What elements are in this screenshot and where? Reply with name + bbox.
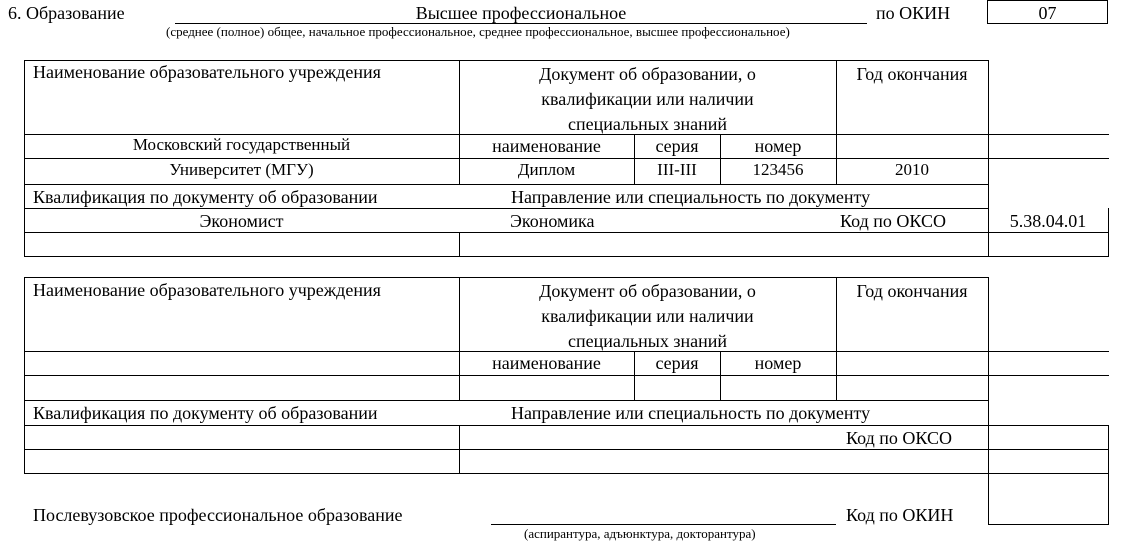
specialty-label-2: Направление или специальность по документу: [511, 403, 871, 423]
okin-label: по ОКИН: [876, 3, 951, 23]
postgrad-hint: (аспирантура, адъюнктура, докторантура): [524, 526, 756, 541]
institution-name-line1[interactable]: Московский государственный: [132, 135, 351, 154]
postgrad-okin-label: Код по ОКИН: [846, 505, 954, 525]
okso-label: Код по ОКСО: [840, 211, 946, 231]
sub-header-series: серия: [655, 136, 699, 156]
postgrad-field[interactable]: [491, 524, 836, 525]
specialty-field[interactable]: Экономика: [510, 211, 595, 231]
col-year-header-2: Год окончания: [856, 281, 968, 301]
col-institution-header: Наименование образовательного учреждения: [33, 62, 381, 82]
sub-header-name: наименование: [492, 136, 601, 156]
okin-code-value: 07: [1038, 3, 1057, 23]
document-number-field[interactable]: 123456: [752, 160, 804, 179]
document-name-field[interactable]: Диплом: [517, 160, 576, 179]
okso-label-2: Код по ОКСО: [846, 428, 952, 448]
col-document-header: Документ об образовании, о квалификации или наличии специальных знаний: [539, 64, 756, 134]
postgrad-label: Послевузовское профессиональное образование: [33, 505, 403, 525]
education-hint: (среднее (полное) общее, начальное профессиональное, среднее профессиональное, высшее профессиональное): [166, 24, 790, 39]
qualification-label: Квалификация по документу об образовании: [33, 187, 378, 207]
postgrad-okin-box[interactable]: [988, 524, 1109, 525]
sub-header-number-2: номер: [754, 353, 802, 373]
qualification-field[interactable]: Экономист: [199, 211, 284, 231]
sub-header-number: номер: [754, 136, 802, 156]
institution-name-line2[interactable]: Университет (МГУ): [169, 160, 314, 179]
col-document-header-2: Документ об образовании, о квалификации или наличии специальных знаний: [539, 281, 756, 351]
graduation-year-field[interactable]: 2010: [895, 160, 929, 179]
sub-header-series-2: серия: [655, 353, 699, 373]
okin-code-box[interactable]: [987, 0, 1108, 24]
education-label: 6. Образование: [8, 3, 125, 23]
col-institution-header-2: Наименование образовательного учреждения: [33, 280, 381, 300]
specialty-label: Направление или специальность по документу: [511, 187, 871, 207]
okso-code-field[interactable]: 5.38.04.01: [1009, 211, 1087, 231]
document-series-field[interactable]: III-III: [657, 160, 697, 179]
sub-header-name-2: наименование: [492, 353, 601, 373]
col-year-header: Год окончания: [856, 64, 968, 84]
qualification-label-2: Квалификация по документу об образовании: [33, 403, 378, 423]
education-level-field[interactable]: Высшее профессиональное: [415, 3, 627, 23]
